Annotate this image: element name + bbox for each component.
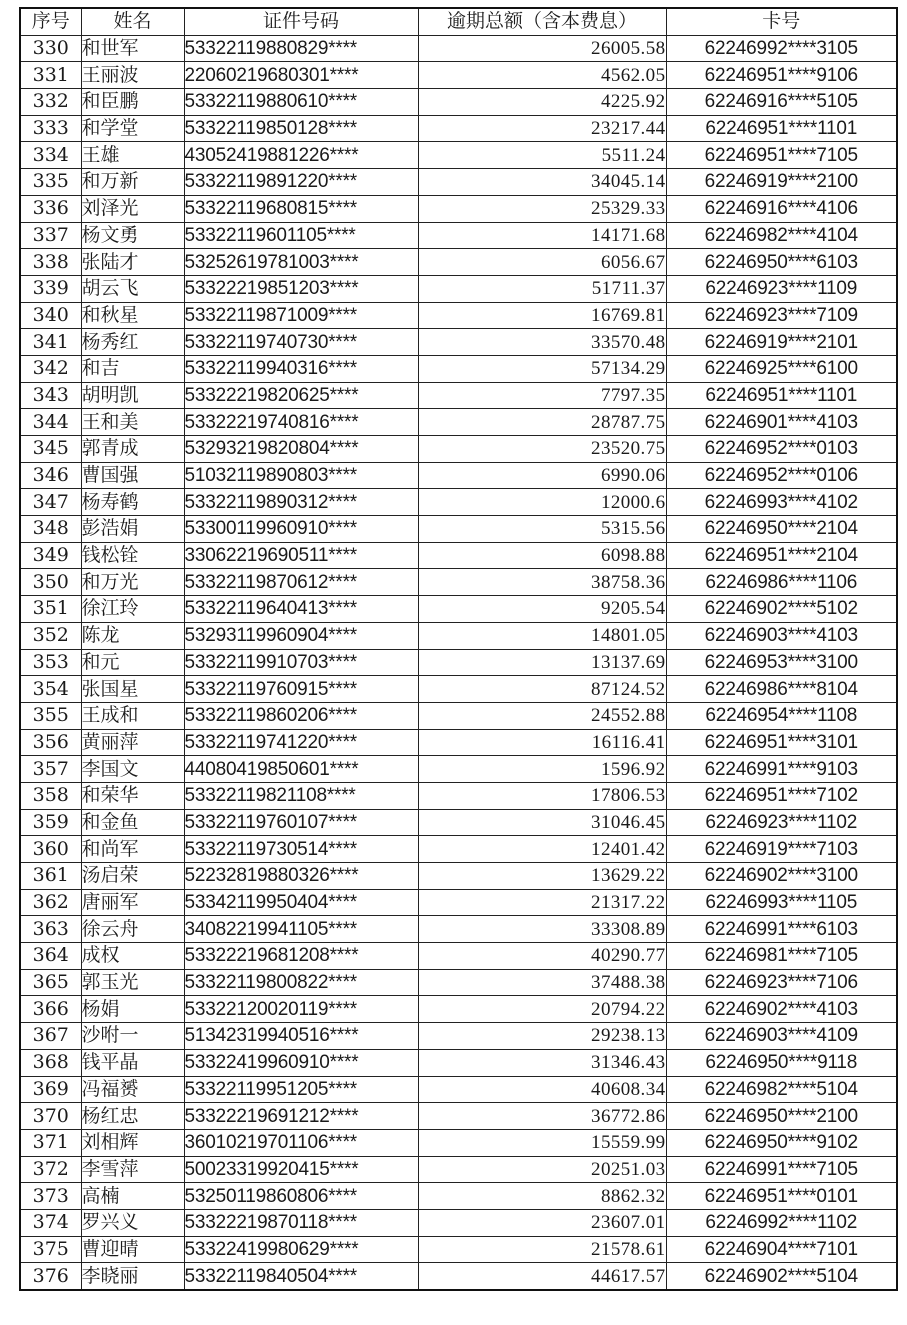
- cell-id-number: 53322219870118****: [184, 1209, 418, 1236]
- cell-card-number: 62246923****1109: [666, 275, 897, 302]
- table-row: [20, 782, 897, 809]
- cell-name: 王雄: [81, 142, 184, 169]
- cell-name: 和吉: [81, 355, 184, 382]
- table-row: [20, 542, 897, 569]
- table-row: [20, 1263, 897, 1290]
- cell-overdue-total: 31046.45: [418, 809, 666, 836]
- header-id-number: 证件号码: [184, 8, 418, 35]
- cell-card-number: 62246992****1102: [666, 1209, 897, 1236]
- cell-seq: 341: [20, 329, 81, 356]
- cell-card-number: 62246951****3101: [666, 729, 897, 756]
- table-body: [20, 35, 897, 1290]
- cell-card-number: 62246923****7109: [666, 302, 897, 329]
- cell-id-number: 53293119960904****: [184, 622, 418, 649]
- cell-card-number: 62246992****3105: [666, 35, 897, 62]
- cell-name: 杨寿鹤: [81, 489, 184, 516]
- table-row: [20, 569, 897, 596]
- cell-overdue-total: 20251.03: [418, 1156, 666, 1183]
- cell-overdue-total: 51711.37: [418, 275, 666, 302]
- header-name: 姓名: [81, 8, 184, 35]
- cell-overdue-total: 40608.34: [418, 1076, 666, 1103]
- table-row: [20, 969, 897, 996]
- cell-id-number: 53322119880829****: [184, 35, 418, 62]
- table-row: [20, 596, 897, 623]
- table-row: [20, 1049, 897, 1076]
- cell-card-number: 62246916****4106: [666, 195, 897, 222]
- overdue-accounts-table: [19, 7, 898, 1291]
- table-row: [20, 516, 897, 543]
- table-row: [20, 489, 897, 516]
- table-row: [20, 275, 897, 302]
- cell-name: 刘相辉: [81, 1129, 184, 1156]
- cell-name: 杨红忠: [81, 1103, 184, 1130]
- cell-card-number: 62246951****7102: [666, 782, 897, 809]
- cell-overdue-total: 12000.6: [418, 489, 666, 516]
- cell-card-number: 62246903****4103: [666, 622, 897, 649]
- cell-name: 郭玉光: [81, 969, 184, 996]
- table-row: [20, 1156, 897, 1183]
- cell-overdue-total: 6990.06: [418, 462, 666, 489]
- cell-name: 彭浩娟: [81, 516, 184, 543]
- cell-overdue-total: 12401.42: [418, 836, 666, 863]
- cell-id-number: 53322119860206****: [184, 702, 418, 729]
- cell-id-number: 52232819880326****: [184, 863, 418, 890]
- cell-seq: 353: [20, 649, 81, 676]
- cell-card-number: 62246993****4102: [666, 489, 897, 516]
- cell-name: 罗兴义: [81, 1209, 184, 1236]
- table-row: [20, 943, 897, 970]
- cell-name: 冯福赟: [81, 1076, 184, 1103]
- cell-card-number: 62246986****1106: [666, 569, 897, 596]
- table-row: [20, 249, 897, 276]
- cell-name: 曹国强: [81, 462, 184, 489]
- cell-id-number: 53252619781003****: [184, 249, 418, 276]
- cell-seq: 345: [20, 436, 81, 463]
- cell-id-number: 50023319920415****: [184, 1156, 418, 1183]
- cell-overdue-total: 9205.54: [418, 596, 666, 623]
- cell-overdue-total: 24552.88: [418, 702, 666, 729]
- cell-overdue-total: 6098.88: [418, 542, 666, 569]
- cell-id-number: 53322419980629****: [184, 1236, 418, 1263]
- cell-name: 和学堂: [81, 115, 184, 142]
- cell-seq: 336: [20, 195, 81, 222]
- header-seq: 序号: [20, 8, 81, 35]
- cell-seq: 372: [20, 1156, 81, 1183]
- cell-id-number: 53322119730514****: [184, 836, 418, 863]
- cell-name: 张国星: [81, 676, 184, 703]
- cell-overdue-total: 23607.01: [418, 1209, 666, 1236]
- cell-name: 王丽波: [81, 62, 184, 89]
- table-row: [20, 1129, 897, 1156]
- cell-id-number: 53322119741220****: [184, 729, 418, 756]
- cell-overdue-total: 14171.68: [418, 222, 666, 249]
- table-row: [20, 809, 897, 836]
- cell-card-number: 62246902****5102: [666, 596, 897, 623]
- cell-id-number: 53322219820625****: [184, 382, 418, 409]
- table-row: [20, 436, 897, 463]
- cell-name: 汤启荣: [81, 863, 184, 890]
- cell-name: 成权: [81, 943, 184, 970]
- cell-card-number: 62246953****3100: [666, 649, 897, 676]
- cell-name: 钱平晶: [81, 1049, 184, 1076]
- cell-seq: 330: [20, 35, 81, 62]
- table-row: [20, 195, 897, 222]
- cell-card-number: 62246951****7105: [666, 142, 897, 169]
- cell-card-number: 62246991****7105: [666, 1156, 897, 1183]
- cell-overdue-total: 44617.57: [418, 1263, 666, 1290]
- table-row: [20, 1103, 897, 1130]
- table-row: [20, 409, 897, 436]
- cell-card-number: 62246950****2104: [666, 516, 897, 543]
- cell-id-number: 53322419960910****: [184, 1049, 418, 1076]
- cell-card-number: 62246925****6100: [666, 355, 897, 382]
- cell-name: 杨娟: [81, 996, 184, 1023]
- cell-seq: 373: [20, 1183, 81, 1210]
- cell-overdue-total: 33570.48: [418, 329, 666, 356]
- cell-overdue-total: 36772.86: [418, 1103, 666, 1130]
- cell-seq: 376: [20, 1263, 81, 1290]
- cell-name: 沙咐一: [81, 1023, 184, 1050]
- cell-id-number: 22060219680301****: [184, 62, 418, 89]
- cell-name: 郭青成: [81, 436, 184, 463]
- cell-name: 李雪萍: [81, 1156, 184, 1183]
- cell-card-number: 62246950****2100: [666, 1103, 897, 1130]
- cell-name: 和万光: [81, 569, 184, 596]
- cell-seq: 332: [20, 89, 81, 116]
- cell-id-number: 53293219820804****: [184, 436, 418, 463]
- cell-name: 王成和: [81, 702, 184, 729]
- cell-seq: 371: [20, 1129, 81, 1156]
- cell-card-number: 62246986****8104: [666, 676, 897, 703]
- table-row: [20, 35, 897, 62]
- table-row: [20, 382, 897, 409]
- table-row: [20, 649, 897, 676]
- cell-seq: 369: [20, 1076, 81, 1103]
- cell-card-number: 62246981****7105: [666, 943, 897, 970]
- cell-id-number: 53322219740816****: [184, 409, 418, 436]
- table-row: [20, 729, 897, 756]
- cell-overdue-total: 87124.52: [418, 676, 666, 703]
- cell-overdue-total: 20794.22: [418, 996, 666, 1023]
- cell-seq: 344: [20, 409, 81, 436]
- header-overdue-total: 逾期总额（含本费息）: [418, 8, 666, 35]
- table-row: [20, 222, 897, 249]
- cell-id-number: 53322119850128****: [184, 115, 418, 142]
- cell-card-number: 62246950****9118: [666, 1049, 897, 1076]
- cell-overdue-total: 29238.13: [418, 1023, 666, 1050]
- cell-name: 和万新: [81, 169, 184, 196]
- cell-card-number: 62246991****6103: [666, 916, 897, 943]
- cell-id-number: 53322119951205****: [184, 1076, 418, 1103]
- cell-seq: 342: [20, 355, 81, 382]
- cell-overdue-total: 26005.58: [418, 35, 666, 62]
- table-row: [20, 1076, 897, 1103]
- cell-id-number: 53322119890312****: [184, 489, 418, 516]
- cell-card-number: 62246902****3100: [666, 863, 897, 890]
- cell-card-number: 62246991****9103: [666, 756, 897, 783]
- cell-id-number: 53322120020119****: [184, 996, 418, 1023]
- cell-overdue-total: 8862.32: [418, 1183, 666, 1210]
- table-row: [20, 702, 897, 729]
- cell-seq: 365: [20, 969, 81, 996]
- table-row: [20, 329, 897, 356]
- cell-card-number: 62246954****1108: [666, 702, 897, 729]
- table-row: [20, 1183, 897, 1210]
- cell-overdue-total: 14801.05: [418, 622, 666, 649]
- cell-name: 李国文: [81, 756, 184, 783]
- cell-seq: 362: [20, 889, 81, 916]
- cell-card-number: 62246950****6103: [666, 249, 897, 276]
- table-row: [20, 462, 897, 489]
- cell-name: 杨秀红: [81, 329, 184, 356]
- cell-seq: 349: [20, 542, 81, 569]
- table-row: [20, 1209, 897, 1236]
- cell-id-number: 53322119680815****: [184, 195, 418, 222]
- cell-id-number: 36010219701106****: [184, 1129, 418, 1156]
- cell-overdue-total: 16116.41: [418, 729, 666, 756]
- cell-id-number: 33062219690511****: [184, 542, 418, 569]
- cell-name: 胡云飞: [81, 275, 184, 302]
- cell-id-number: 34082219941105****: [184, 916, 418, 943]
- cell-card-number: 62246919****2101: [666, 329, 897, 356]
- cell-name: 唐丽军: [81, 889, 184, 916]
- cell-id-number: 53322119740730****: [184, 329, 418, 356]
- cell-id-number: 53322119821108****: [184, 782, 418, 809]
- cell-seq: 358: [20, 782, 81, 809]
- cell-overdue-total: 6056.67: [418, 249, 666, 276]
- cell-name: 高楠: [81, 1183, 184, 1210]
- cell-overdue-total: 5511.24: [418, 142, 666, 169]
- cell-seq: 367: [20, 1023, 81, 1050]
- cell-overdue-total: 25329.33: [418, 195, 666, 222]
- cell-seq: 350: [20, 569, 81, 596]
- cell-seq: 366: [20, 996, 81, 1023]
- cell-seq: 361: [20, 863, 81, 890]
- cell-seq: 360: [20, 836, 81, 863]
- table-row: [20, 1236, 897, 1263]
- cell-id-number: 44080419850601****: [184, 756, 418, 783]
- cell-card-number: 62246951****9106: [666, 62, 897, 89]
- cell-overdue-total: 15559.99: [418, 1129, 666, 1156]
- cell-card-number: 62246952****0103: [666, 436, 897, 463]
- cell-seq: 355: [20, 702, 81, 729]
- cell-seq: 356: [20, 729, 81, 756]
- cell-id-number: 53322219681208****: [184, 943, 418, 970]
- cell-id-number: 53322119910703****: [184, 649, 418, 676]
- table-row: [20, 863, 897, 890]
- cell-overdue-total: 37488.38: [418, 969, 666, 996]
- cell-seq: 363: [20, 916, 81, 943]
- cell-name: 和金鱼: [81, 809, 184, 836]
- cell-id-number: 53322119940316****: [184, 355, 418, 382]
- cell-name: 黄丽萍: [81, 729, 184, 756]
- cell-name: 徐江玲: [81, 596, 184, 623]
- cell-id-number: 53342119950404****: [184, 889, 418, 916]
- cell-card-number: 62246951****0101: [666, 1183, 897, 1210]
- cell-card-number: 62246951****2104: [666, 542, 897, 569]
- table-row: [20, 115, 897, 142]
- cell-overdue-total: 34045.14: [418, 169, 666, 196]
- table-row: [20, 169, 897, 196]
- cell-card-number: 62246951****1101: [666, 382, 897, 409]
- cell-overdue-total: 13629.22: [418, 863, 666, 890]
- cell-overdue-total: 4225.92: [418, 89, 666, 116]
- cell-seq: 348: [20, 516, 81, 543]
- cell-seq: 354: [20, 676, 81, 703]
- cell-card-number: 62246919****7103: [666, 836, 897, 863]
- cell-id-number: 53322119760107****: [184, 809, 418, 836]
- cell-id-number: 53250119860806****: [184, 1183, 418, 1210]
- cell-overdue-total: 33308.89: [418, 916, 666, 943]
- table-row: [20, 142, 897, 169]
- cell-card-number: 62246916****5105: [666, 89, 897, 116]
- cell-seq: 368: [20, 1049, 81, 1076]
- cell-overdue-total: 31346.43: [418, 1049, 666, 1076]
- table-row: [20, 889, 897, 916]
- cell-overdue-total: 7797.35: [418, 382, 666, 409]
- cell-id-number: 53322119891220****: [184, 169, 418, 196]
- cell-name: 和臣鹏: [81, 89, 184, 116]
- cell-card-number: 62246903****4109: [666, 1023, 897, 1050]
- cell-card-number: 62246952****0106: [666, 462, 897, 489]
- cell-seq: 339: [20, 275, 81, 302]
- cell-id-number: 53322119870612****: [184, 569, 418, 596]
- cell-seq: 374: [20, 1209, 81, 1236]
- cell-card-number: 62246982****5104: [666, 1076, 897, 1103]
- cell-seq: 334: [20, 142, 81, 169]
- cell-id-number: 53322219851203****: [184, 275, 418, 302]
- cell-seq: 352: [20, 622, 81, 649]
- cell-id-number: 53322119840504****: [184, 1263, 418, 1290]
- table-row: [20, 676, 897, 703]
- cell-seq: 351: [20, 596, 81, 623]
- table-row: [20, 916, 897, 943]
- table-row: [20, 836, 897, 863]
- cell-overdue-total: 1596.92: [418, 756, 666, 783]
- cell-name: 钱松铨: [81, 542, 184, 569]
- cell-overdue-total: 4562.05: [418, 62, 666, 89]
- cell-seq: 337: [20, 222, 81, 249]
- cell-card-number: 62246902****4103: [666, 996, 897, 1023]
- cell-id-number: 53322119760915****: [184, 676, 418, 703]
- cell-seq: 364: [20, 943, 81, 970]
- cell-overdue-total: 21578.61: [418, 1236, 666, 1263]
- cell-card-number: 62246902****5104: [666, 1263, 897, 1290]
- cell-name: 陈龙: [81, 622, 184, 649]
- cell-seq: 333: [20, 115, 81, 142]
- header-card-number: 卡号: [666, 8, 897, 35]
- table-row: [20, 756, 897, 783]
- cell-name: 李晓丽: [81, 1263, 184, 1290]
- cell-id-number: 53322119640413****: [184, 596, 418, 623]
- cell-overdue-total: 16769.81: [418, 302, 666, 329]
- cell-seq: 370: [20, 1103, 81, 1130]
- cell-seq: 359: [20, 809, 81, 836]
- cell-name: 胡明凯: [81, 382, 184, 409]
- cell-seq: 357: [20, 756, 81, 783]
- cell-id-number: 53300119960910****: [184, 516, 418, 543]
- cell-overdue-total: 5315.56: [418, 516, 666, 543]
- cell-seq: 340: [20, 302, 81, 329]
- cell-card-number: 62246901****4103: [666, 409, 897, 436]
- cell-card-number: 62246951****1101: [666, 115, 897, 142]
- cell-id-number: 51342319940516****: [184, 1023, 418, 1050]
- cell-card-number: 62246982****4104: [666, 222, 897, 249]
- cell-name: 和尚军: [81, 836, 184, 863]
- cell-id-number: 53322119880610****: [184, 89, 418, 116]
- overdue-list-sheet: [19, 7, 898, 1291]
- cell-card-number: 62246923****7106: [666, 969, 897, 996]
- cell-overdue-total: 38758.36: [418, 569, 666, 596]
- cell-name: 徐云舟: [81, 916, 184, 943]
- cell-card-number: 62246923****1102: [666, 809, 897, 836]
- cell-name: 和秋星: [81, 302, 184, 329]
- cell-overdue-total: 23520.75: [418, 436, 666, 463]
- table-row: [20, 996, 897, 1023]
- cell-id-number: 53322119871009****: [184, 302, 418, 329]
- table-row: [20, 355, 897, 382]
- table-row: [20, 89, 897, 116]
- cell-id-number: 43052419881226****: [184, 142, 418, 169]
- cell-name: 王和美: [81, 409, 184, 436]
- cell-overdue-total: 23217.44: [418, 115, 666, 142]
- table-row: [20, 62, 897, 89]
- cell-seq: 347: [20, 489, 81, 516]
- table-row: [20, 1023, 897, 1050]
- cell-id-number: 51032119890803****: [184, 462, 418, 489]
- cell-overdue-total: 21317.22: [418, 889, 666, 916]
- cell-name: 和世军: [81, 35, 184, 62]
- cell-name: 杨文勇: [81, 222, 184, 249]
- cell-card-number: 62246993****1105: [666, 889, 897, 916]
- cell-seq: 338: [20, 249, 81, 276]
- cell-overdue-total: 28787.75: [418, 409, 666, 436]
- cell-overdue-total: 13137.69: [418, 649, 666, 676]
- cell-seq: 335: [20, 169, 81, 196]
- table-row: [20, 302, 897, 329]
- cell-id-number: 53322219691212****: [184, 1103, 418, 1130]
- cell-card-number: 62246950****9102: [666, 1129, 897, 1156]
- cell-seq: 331: [20, 62, 81, 89]
- cell-name: 张陆才: [81, 249, 184, 276]
- cell-overdue-total: 40290.77: [418, 943, 666, 970]
- cell-card-number: 62246919****2100: [666, 169, 897, 196]
- header-row: [20, 8, 897, 35]
- cell-name: 曹迎晴: [81, 1236, 184, 1263]
- cell-id-number: 53322119601105****: [184, 222, 418, 249]
- cell-seq: 346: [20, 462, 81, 489]
- cell-overdue-total: 57134.29: [418, 355, 666, 382]
- cell-id-number: 53322119800822****: [184, 969, 418, 996]
- cell-name: 和荣华: [81, 782, 184, 809]
- cell-name: 刘泽光: [81, 195, 184, 222]
- cell-name: 和元: [81, 649, 184, 676]
- cell-seq: 343: [20, 382, 81, 409]
- cell-card-number: 62246904****7101: [666, 1236, 897, 1263]
- cell-overdue-total: 17806.53: [418, 782, 666, 809]
- cell-seq: 375: [20, 1236, 81, 1263]
- table-row: [20, 622, 897, 649]
